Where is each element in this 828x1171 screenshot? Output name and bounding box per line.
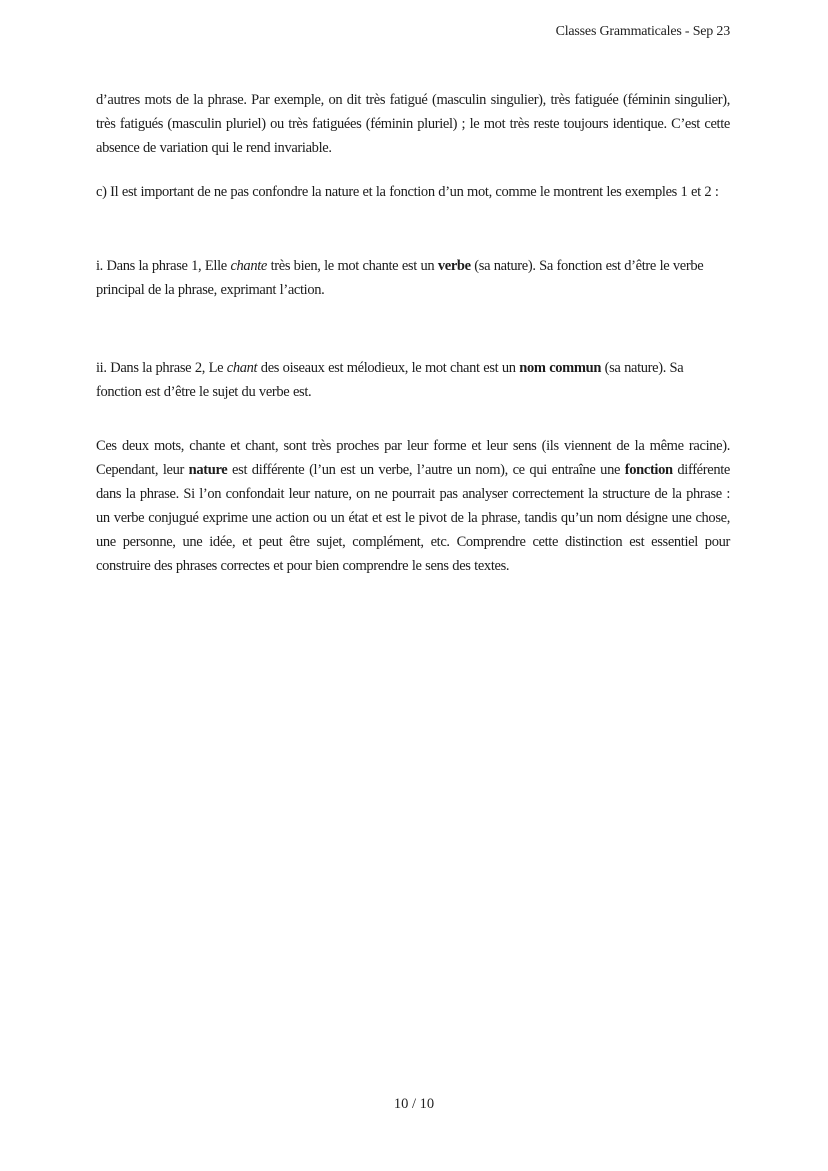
text-run: Ces deux mots, chante et chant, sont très proches par leur forme et leur sens (ils viennent de la même racine). Cependant, leur <box>96 438 730 478</box>
text-run: des oiseaux est mélodieux, le mot chant est un <box>257 360 520 376</box>
text-run: est différente (l’un est un verbe, l’autre un nom), ce qui entraîne une <box>227 462 625 478</box>
text-run: différente dans la phrase. Si l’on confondait leur nature, on ne pourrait pas analyser correctement la structure de la phrase : un verbe conjugué exprime une action ou un état et est le pivot de la phrase, tandis qu’un nom désigne une chose, une personne, une idée, et peut être sujet, complément, etc. Comprendre cette distinction est essentiel pour construire des phrases correctes et pour bien comprendre le sens des textes. <box>96 462 730 574</box>
text-run: i. Dans la phrase 1, Elle <box>96 258 231 274</box>
bold-text-run: nom commun <box>519 360 602 376</box>
header-title: Classes Grammaticales - Sep 23 <box>555 24 730 39</box>
text-run: (sa nature). Sa fonction est d’être le verbe principal de la phrase, exprimant l’action. <box>96 258 704 298</box>
document-content <box>96 88 730 578</box>
page-header <box>96 24 730 40</box>
text-run: c) Il est important de ne pas confondre la nature et la fonction d’un mot, comme le montrent les exemples 1 et 2 : <box>96 184 719 200</box>
paragraph-conclusion <box>96 434 730 578</box>
text-run: (sa nature). Sa fonction est d’être le sujet du verbe est. <box>96 360 684 400</box>
italic-text-run: chant <box>226 360 258 376</box>
bold-text-run: verbe <box>437 258 471 274</box>
text-run: très bien, le mot chante est un <box>267 258 438 274</box>
page-footer <box>0 1096 828 1113</box>
text-run: d’autres mots de la phrase. Par exemple, on dit très fatigué (masculin singulier), très fatiguée (féminin singulier), très fatigués (masculin pluriel) ou très fatiguées (féminin pluriel) ; le mot très reste toujours identique. C’est cette absence de variation qui le rend invariable. <box>96 92 730 156</box>
paragraph-invariable-explanation <box>96 88 730 160</box>
italic-text-run: chante <box>230 258 267 274</box>
paragraph-point-c <box>96 180 730 204</box>
example-item-ii <box>96 356 730 404</box>
bold-text-run: nature <box>188 462 228 478</box>
example-item-i <box>96 254 730 302</box>
bold-text-run: fonction <box>624 462 673 478</box>
text-run: ii. Dans la phrase 2, Le <box>96 360 227 376</box>
page-number: 10 / 10 <box>393 1096 435 1112</box>
